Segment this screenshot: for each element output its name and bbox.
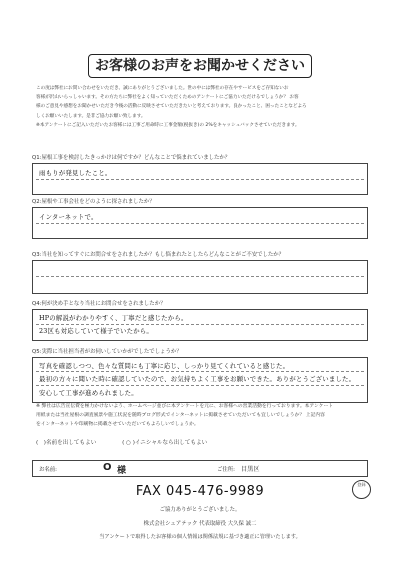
answer-line [36,371,364,372]
answer-box-4[interactable] [32,309,368,341]
registration-seal: 登録 [352,480,371,499]
address-value[interactable]: 目黒区 [241,466,260,473]
page-title: お客様のお声をお聞かせください [88,54,312,78]
name-address-box [32,460,368,477]
answer-line [36,276,364,277]
answer-4-line-1: HPの解説がわかりやすく、丁寧だと感じたから。 [39,314,188,322]
consent-full-name-option[interactable]: ( )名前を出してもよい [36,440,97,446]
fax-number: FAX 045-476-9989 [135,484,265,499]
thanks-text: ご協力ありがとうございました。 [159,507,241,513]
answer-line [36,385,364,386]
answer-5-line-3: 安心して工事が進められました。 [39,389,138,397]
address-label: ご住所: [217,467,235,473]
intro-text: この度は弊社にお問い合わせをいただき、誠にありがとうございました。世の中には弊社の存在やサービスをご存知ないお 客様が沢山いらっしゃいます。その方たちに弊社をよく知っていただくためのアンケートにご協力いただけるでしょうか？ お客 様のご意見や感想をお聞かせいただき今後の活動に反映させていただきたいと考えております。良かったこと、困ったことなどよろ しくお願いいたします。是非ご協力お願い致します。 ※本アンケートにご記入いただいたお客様には工事ご用命時に工事金額(税抜き)の 2%をキャッシュバックさせていただきます。 [36,86,307,128]
question-2: Q2:屋根や工事会社をどのように探されましたか？ [32,199,155,205]
name-suffix: 様 [117,466,127,476]
answer-4-line-2: 23区も対応していて様子でいたから。 [39,327,153,335]
answer-line [36,223,364,224]
name-label: お名前: [39,467,57,473]
answer-box-3[interactable] [32,260,368,294]
consent-initials-option[interactable]: ( ○ )イニシャルなら出してもよい [122,440,208,446]
answer-box-2[interactable] [32,207,368,239]
privacy-notice: 当アンケートで取得したお客様の個人情報は関係法規に基づき適正に管理いたします。 [99,534,301,540]
answer-5-line-2: 最初の方々に聞いた時に確認していたので、お気持ちよく工事をお願いできた。ありがとうございました。 [39,375,356,383]
question-3: Q3:当社を知ってすぐにお問合せをされましたか？もし悩まれたとしたらどんなことがご不安でしたか？ [32,252,285,258]
answer-1-line-1: 雨もりが発見したこと。 [39,169,112,177]
answer-5-line-1: 写真を確認しつつ、色々な質問にも丁寧に応じ、しっかり見てくれていると感じた。 [39,362,290,370]
answer-2-line-1: インターネットで。 [39,213,98,221]
consent-options [36,438,371,448]
answer-box-1[interactable] [32,163,368,195]
question-1: Q1:屋根工事を検討したきっかけは何ですか？どんなことで悩まれていましたか？ [32,155,231,161]
publication-note: ※ 弊社は広告宣伝費を極力かけないよう、ホームページ並びに本アンケートを元に、お客様への営業活動を行っております。本アンケート 用紙または当社屋根の調査風景や施工状況を随時ブログ形式でインターネットに掲載させていただいても宜しいでしょうか？ 上記内容 をインターネットや印刷物に掲載させていただいてもよろしいでしょうか。 [36,404,334,428]
name-value[interactable]: O [103,462,112,473]
question-4: Q4:何が決め手となり当社にお問合せをされましたか？ [32,301,166,307]
answer-box-5[interactable] [32,357,368,403]
answer-line [36,179,364,180]
question-5: Q5:実際に当社担当者がお伺いしていかがでしたでしょうか？ [32,349,182,355]
answer-line [36,324,364,325]
company-signature: 株式会社シェアテック 代表取締役 大久保 誠二 [143,521,257,527]
